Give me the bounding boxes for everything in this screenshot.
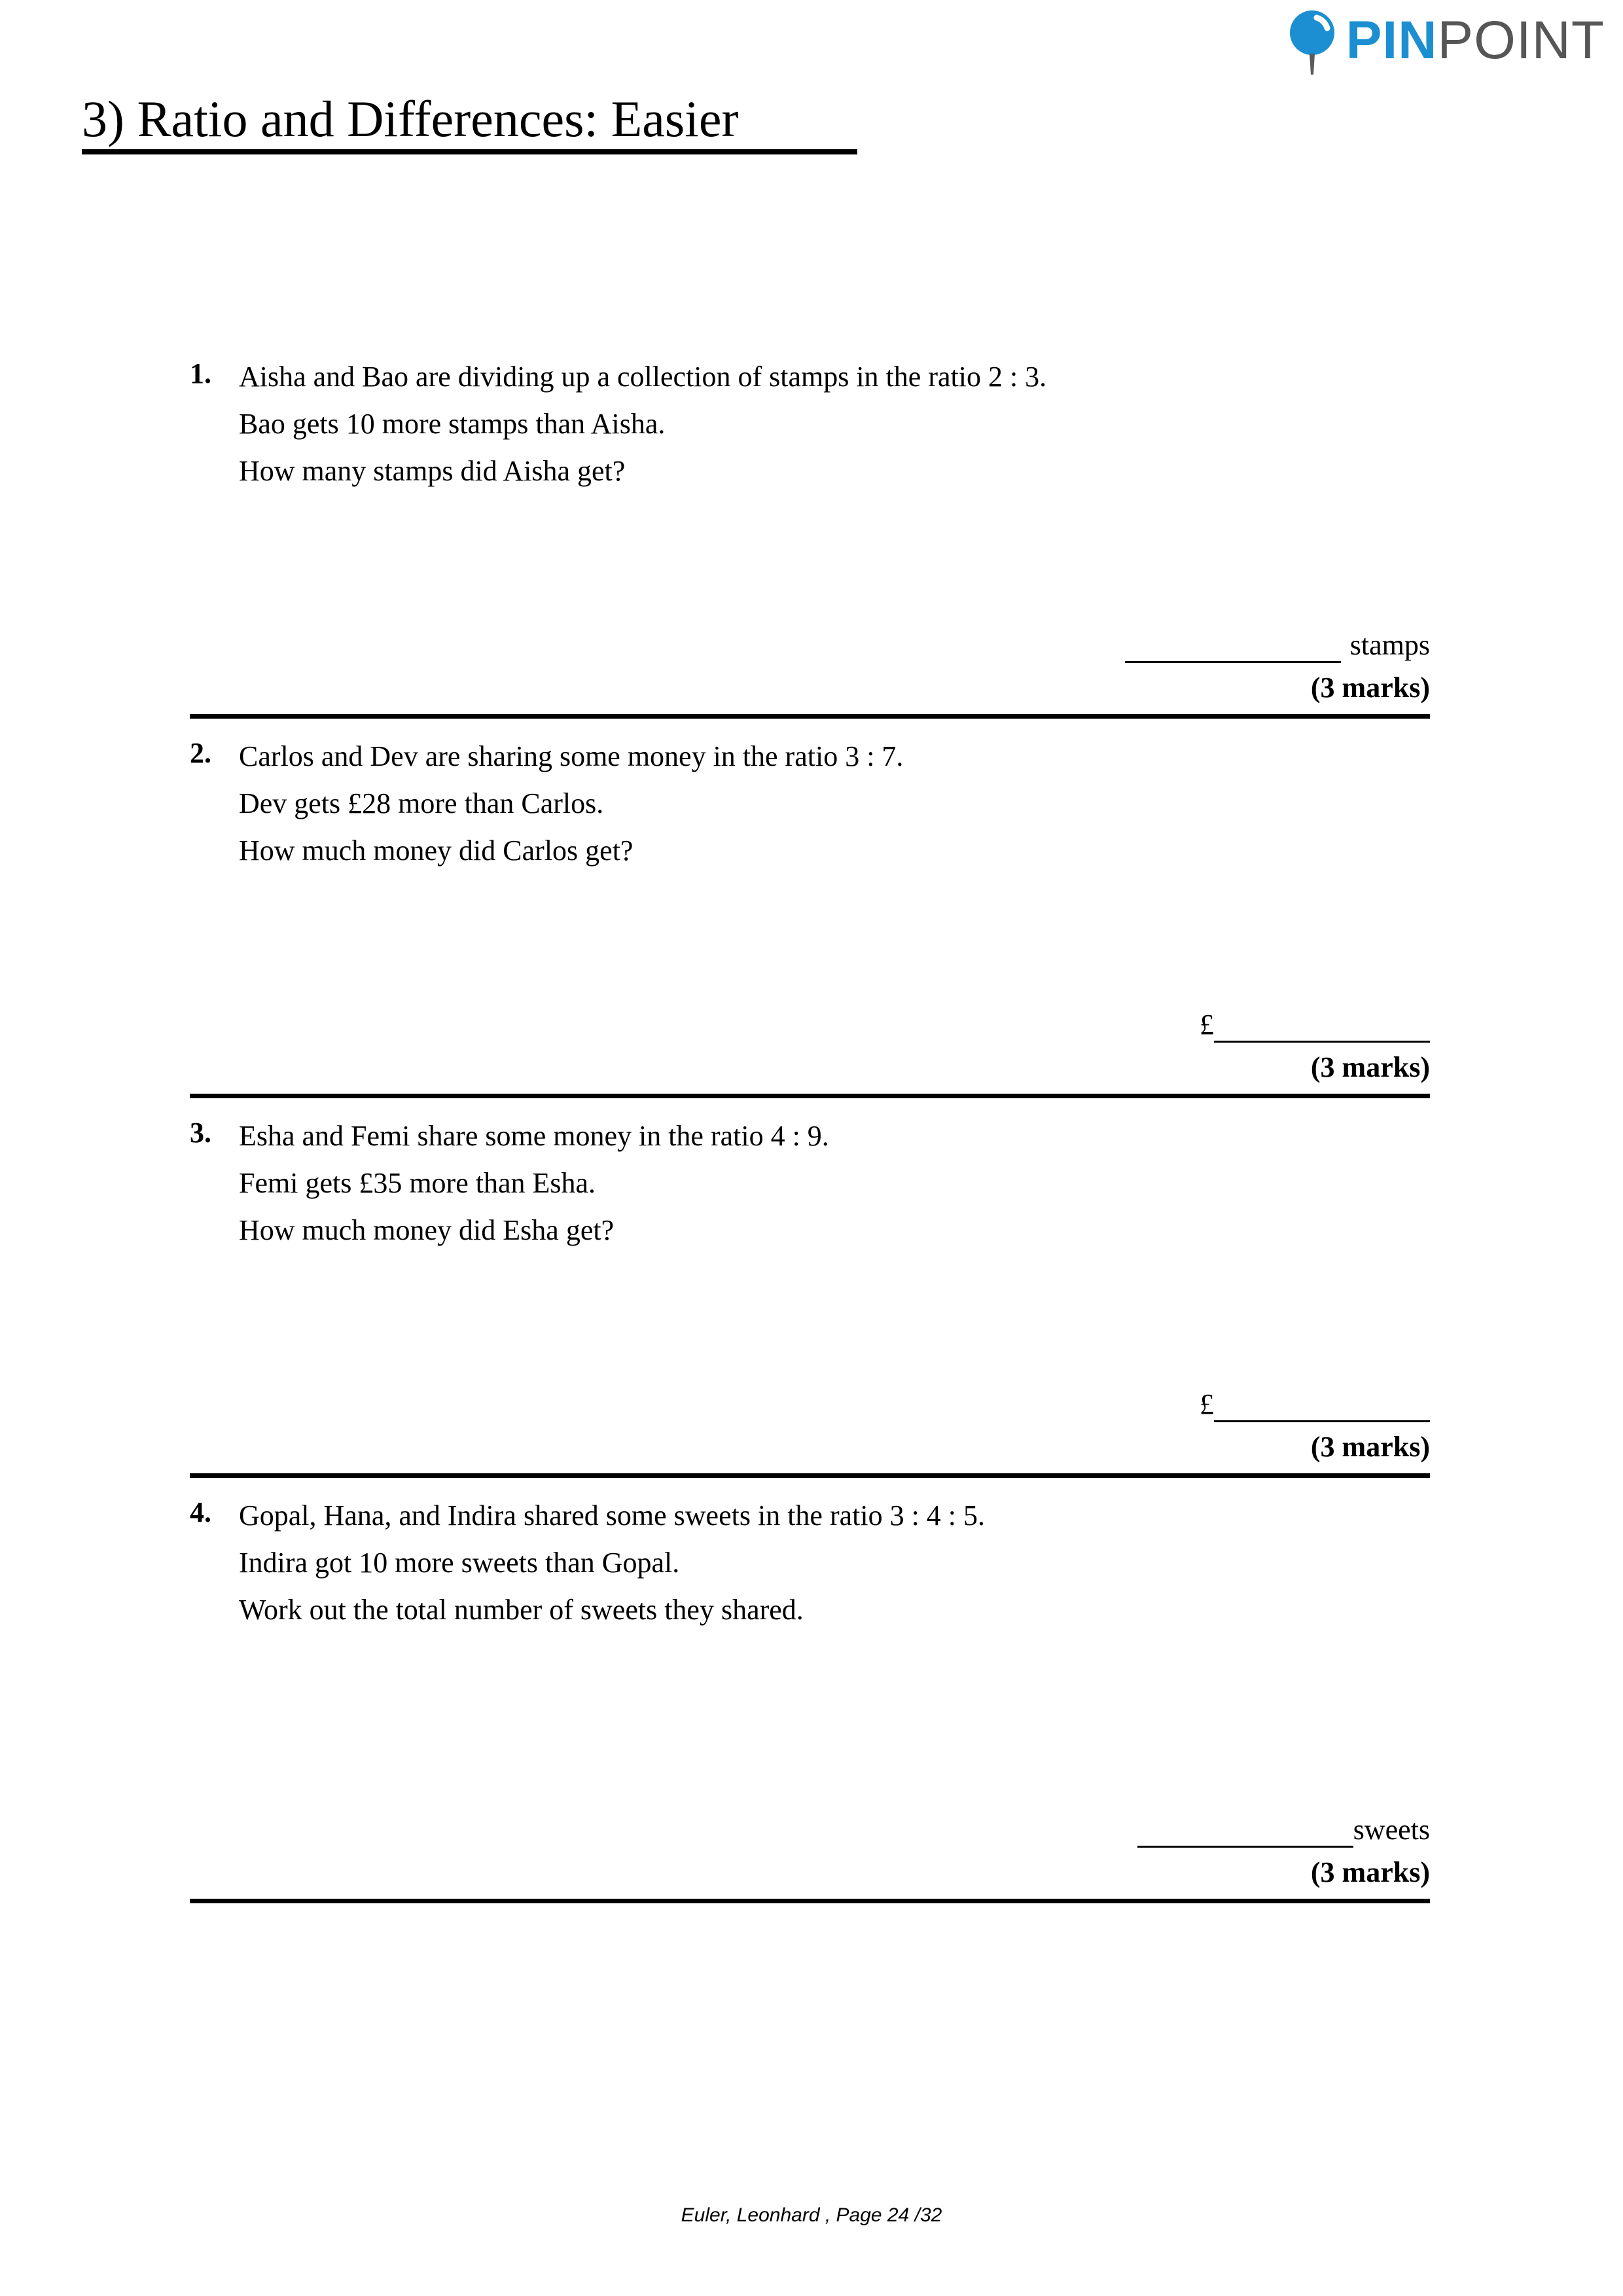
question-text <box>239 1492 1430 1634</box>
answer-currency-prefix: £ <box>1200 1388 1214 1420</box>
map-pin-icon <box>1281 7 1344 75</box>
question-line: Aisha and Bao are dividing up a collection of stamps in the ratio 2 : 3. <box>239 361 1047 393</box>
question-separator <box>190 1899 1430 1903</box>
question-text <box>239 353 1430 495</box>
question-line: Dev gets £28 more than Carlos. <box>239 787 604 819</box>
brand-logo <box>1281 5 1605 76</box>
answer-currency-prefix: £ <box>1200 1009 1214 1041</box>
working-space[interactable] <box>190 1254 1430 1382</box>
page-footer <box>0 2204 1623 2227</box>
logo-wordmark <box>1346 10 1605 70</box>
question-line: Work out the total number of sweets they shared. <box>239 1594 804 1626</box>
question-number: 2. <box>190 737 211 769</box>
answer-row <box>190 622 1430 663</box>
title-underline <box>82 149 857 154</box>
question-separator <box>190 1094 1430 1098</box>
question-line: Gopal, Hana, and Indira shared some sweets in the ratio 3 : 4 : 5. <box>239 1499 986 1532</box>
logo-text-pin: PIN <box>1346 10 1438 70</box>
answer-row <box>190 1002 1430 1043</box>
question-text <box>239 1113 1430 1254</box>
page-title: 3) Ratio and Differences: Easier <box>82 90 739 147</box>
question-item <box>190 1492 1430 1903</box>
answer-input-blank[interactable] <box>1125 631 1341 663</box>
footer-text: Euler, Leonhard , Page 24 /32 <box>681 2204 942 2226</box>
question-line: How much money did Carlos get? <box>239 834 633 867</box>
marks-label: (3 marks) <box>1310 1051 1430 1083</box>
working-space[interactable] <box>190 1634 1430 1807</box>
question-item <box>190 353 1430 719</box>
question-line: Carlos and Dev are sharing some money in the ratio 3 : 7. <box>239 740 904 772</box>
question-line: Indira got 10 more sweets than Gopal. <box>239 1547 680 1579</box>
marks-row <box>190 670 1430 706</box>
question-line: How much money did Esha get? <box>239 1214 615 1246</box>
marks-row <box>190 1854 1430 1891</box>
question-item <box>190 1113 1430 1478</box>
answer-input-blank[interactable] <box>1137 1816 1353 1848</box>
working-space[interactable] <box>190 874 1430 1002</box>
logo-text-point: POINT <box>1437 10 1605 70</box>
marks-row <box>190 1429 1430 1465</box>
question-line: Femi gets £35 more than Esha. <box>239 1167 596 1199</box>
question-number: 1. <box>190 357 211 389</box>
question-separator <box>190 714 1430 719</box>
answer-row <box>190 1807 1430 1848</box>
page-title-block <box>82 92 998 154</box>
question-number: 4. <box>190 1496 211 1528</box>
question-number: 3. <box>190 1117 211 1149</box>
marks-label: (3 marks) <box>1310 1431 1430 1463</box>
question-item <box>190 733 1430 1098</box>
question-line: Bao gets 10 more stamps than Aisha. <box>239 408 666 440</box>
working-space[interactable] <box>190 495 1430 622</box>
marks-row <box>190 1049 1430 1086</box>
question-separator <box>190 1473 1430 1478</box>
answer-unit-label: sweets <box>1353 1814 1430 1846</box>
answer-input-blank[interactable] <box>1214 1011 1430 1043</box>
answer-unit-label: stamps <box>1349 629 1430 661</box>
marks-label: (3 marks) <box>1310 1856 1430 1888</box>
answer-input-blank[interactable] <box>1214 1390 1430 1422</box>
question-list <box>190 353 1430 1903</box>
question-line: How many stamps did Aisha get? <box>239 455 626 487</box>
answer-row <box>190 1382 1430 1422</box>
question-text <box>239 733 1430 874</box>
question-line: Esha and Femi share some money in the ratio 4 : 9. <box>239 1120 829 1152</box>
marks-label: (3 marks) <box>1310 672 1430 704</box>
